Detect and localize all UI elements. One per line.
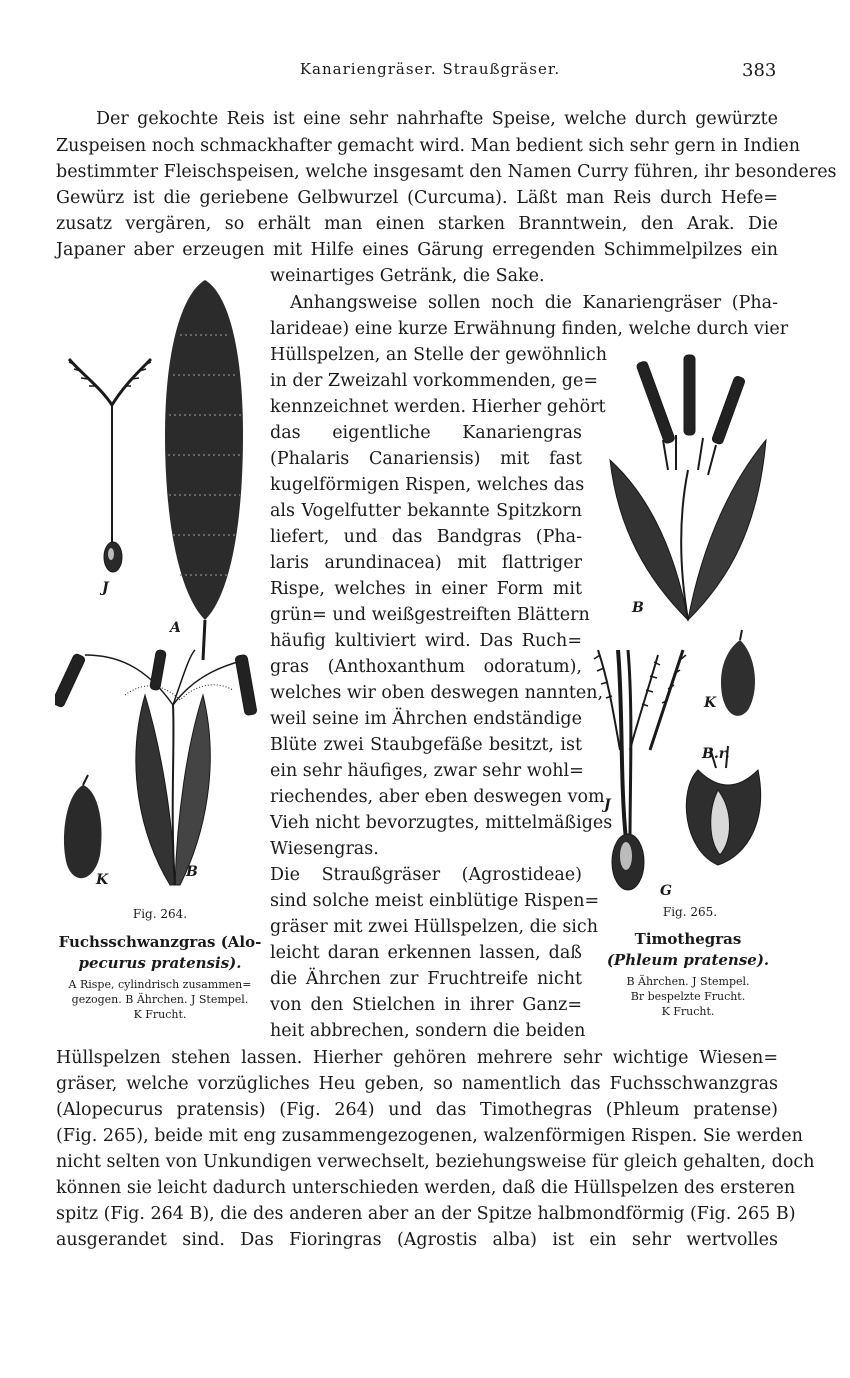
figure-letter: B [186,864,198,880]
figure-letter: J [102,580,109,596]
figure-letter: G [660,883,672,899]
text-line: Wiesengras. [270,839,379,859]
text-line: gras (Anthoxanthum odoratum), [270,657,582,677]
text-line: Hüllspelzen, an Stelle der gewöhnlich [270,345,607,365]
figure-letter: A [170,620,181,636]
fruit-drawing [64,775,102,878]
text-line: Anhangsweise sollen noch die Kanariengräser (Pha- [290,293,778,313]
figure-265-label: Fig. 265. [662,905,718,919]
figure-letter: B [632,600,644,616]
text-line: können sie leicht dadurch unterschieden werden, daß die Hüllspelzen des ersteren [56,1178,796,1198]
figure-265-title: Timothegras [634,930,742,948]
text-line: bestimmter Fleischspeisen, welche insgesamt den Namen Curry führen, ihr besonderes [56,162,837,182]
text-line: Japaner aber erzeugen mit Hilfe eines Gärung erregenden Schimmelpilzes ein [56,240,778,260]
text-line: in der Zweizahl vorkommenden, ge= [270,371,599,391]
text-line: liefert, und das Bandgras (Pha- [270,527,582,547]
running-header: Kanariengräser. Straußgräser. [299,60,561,78]
text-line: Vieh nicht bevorzugtes, mittelmäßiges [270,813,613,833]
figure-265-caption: K Frucht. [661,1005,715,1018]
text-line: welches wir oben deswegen nannten, [270,683,604,703]
text-line: Die Straußgräser (Agrostideae) [270,865,582,885]
fruit-drawing [721,630,755,716]
text-line: von den Stielchen in ihrer Ganz= [270,995,582,1015]
husked-fruit-drawing [686,746,760,865]
text-line: nicht selten von Unkundigen verwechselt, beziehungsweise für gleich gehalten, doch [56,1152,815,1172]
text-line: das eigentliche Kanariengras [270,423,582,443]
text-line: die Ährchen zur Fruchtreife nicht [270,969,582,989]
text-line: Der gekochte Reis ist eine sehr nahrhafte Speise, welche durch gewürzte [96,109,778,129]
text-line: riechendes, aber eben deswegen vom [270,787,605,807]
figure-265-caption: Br bespelzte Frucht. [630,990,746,1003]
text-line: ein sehr häufiges, zwar sehr wohl= [270,761,584,781]
text-line: weil seine im Ährchen endständige [270,709,582,729]
text-line: gräser mit zwei Hüllspelzen, die sich [270,917,598,937]
figure-264-label: Fig. 264. [132,907,188,921]
figure-letter: J [604,797,611,813]
text-line: Rispe, welches in einer Form mit [270,579,582,599]
text-line: (Fig. 265), beide mit eng zusammengezogenen, walzenförmigen Rispen. Sie werden [56,1126,803,1146]
text-line: kugelförmigen Rispen, welches das [270,475,585,495]
page-number: 383 [742,60,777,81]
text-line: leicht daran erkennen lassen, daß [270,943,582,963]
text-line: gräser, welche vorzügliches Heu geben, so namentlich das Fuchsschwanzgras [56,1074,778,1094]
figure-265-title: (Phleum pratense). [606,951,770,969]
text-line: kennzeichnet werden. Hierher gehört [270,397,606,417]
text-line: ausgerandet sind. Das Fioringras (Agrostis alba) ist ein sehr wertvolles [56,1230,778,1250]
text-line: grün= und weißgestreiften Blättern [270,605,590,625]
figure-264-caption: K Frucht. [133,1008,187,1021]
text-line: (Alopecurus pratensis) (Fig. 264) und das Timothegras (Phleum pratense) [56,1100,778,1120]
text-line: heit abbrechen, sondern die beiden [270,1021,586,1041]
text-line: als Vogelfutter bekannte Spitzkorn [270,501,582,521]
text-line: Hüllspelzen stehen lassen. Hierher gehören mehrere sehr wichtige Wiesen= [56,1048,778,1068]
figure-264-title: Fuchsschwanzgras (Alo- [58,933,262,951]
figure-letter: B.r. [702,746,730,762]
text-line: häufig kultiviert wird. Das Ruch= [270,631,582,651]
figure-264-caption: A Rispe, cylindrisch zusammen= [68,978,252,991]
text-line: laris arundinacea) mit flattriger [270,553,582,573]
text-line: Zuspeisen noch schmackhafter gemacht wird. Man bedient sich sehr gern in Indien [56,136,800,156]
text-line: spitz (Fig. 264 B), die des anderen aber an der Spitze halbmondförmig (Fig. 265 B) [56,1204,796,1224]
pistil-drawing [69,359,151,572]
spikelet-drawing [610,355,766,620]
figure-265-caption: B Ährchen. J Stempel. [626,975,750,988]
text-line: weinartiges Getränk, die Sake. [270,266,545,286]
text-line: zusatz vergären, so erhält man einen starken Branntwein, den Arak. Die [56,214,778,234]
text-line: sind solche meist einblütige Rispen= [270,891,600,911]
figure-264-caption: gezogen. B Ährchen. J Stempel. [71,993,249,1006]
text-line: larideae) eine kurze Erwähnung finden, welche durch vier [270,319,789,339]
figure-letter: K [96,872,109,888]
figure-265-illustration [588,350,788,900]
figure-letter: K [704,695,717,711]
pistil-drawing [594,650,686,890]
figure-264-illustration [55,275,265,900]
panicle-drawing [165,280,243,660]
text-line: (Phalaris Canariensis) mit fast [270,449,582,469]
text-line: Gewürz ist die geriebene Gelbwurzel (Curcuma). Läßt man Reis durch Hefe= [56,188,778,208]
figure-264-title: pecurus pratensis). [78,954,242,972]
text-line: Blüte zwei Staubgefäße besitzt, ist [270,735,582,755]
